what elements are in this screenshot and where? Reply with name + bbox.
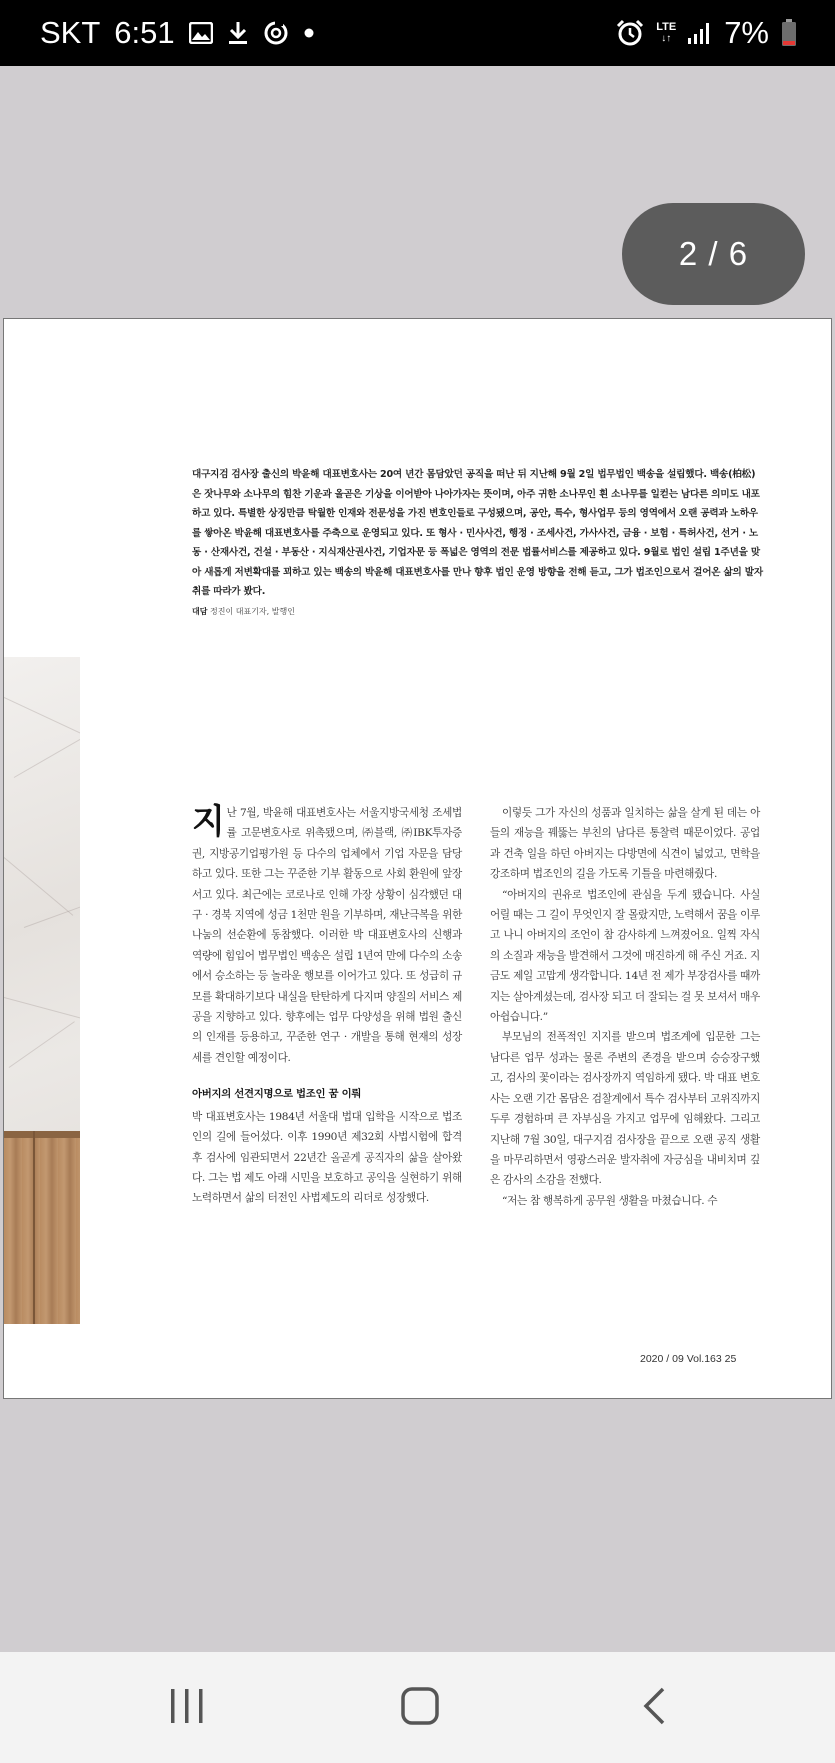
back-icon <box>641 1686 667 1730</box>
download-icon <box>227 21 249 45</box>
dot-icon <box>303 27 315 39</box>
back-button[interactable] <box>614 1680 694 1736</box>
article-column-left <box>192 803 462 1209</box>
paragraph: 박 대표변호사는 1984년 서울대 법대 입학을 시작으로 법조인의 길에 들어섰다. 이후 1990년 제32회 사법시험에 합격 후 검사에 임관되면서 22년간 올곧게 공직자의 삶을 살아왔다. 그는 법 제도 아래 시민을 보호하고 공익을 실현하기 위해 노력하면서 삶의 터전인 사법제도의 리더로 성장했다. <box>192 1110 462 1205</box>
battery-label: 7% <box>724 15 769 50</box>
document-page[interactable] <box>3 318 832 1399</box>
article-photo <box>4 657 80 1324</box>
signal-icon <box>688 22 712 44</box>
recents-icon <box>169 1688 205 1728</box>
paragraph: “저는 참 행복하게 공무원 생활을 마쳤습니다. 수 <box>502 1194 718 1207</box>
page-footer: 2020 / 09 Vol.163 25 <box>640 1353 737 1365</box>
paragraph: 부모님의 전폭적인 지지를 받으며 법조계에 입문한 그는 남다른 업무 성과는 물론 주변의 존경을 받으며 승승장구했고, 검사의 꽃이라는 검사장까지 역임하게 됐다. 박 대표 변호사는 오랜 기간 몸담은 검찰계에서 특수 검사부터 고위직까지 두루 경험하며 큰 자부심을 가지고 업무에 임해왔다. 그리고 지난해 7월 30일, 대구지검 검사장을 끝으로 오랜 공직 생활을 마무리하면서 영광스러운 발자취에 자긍심을 내비치며 깊은 감사의 소감을 전했다. <box>490 1031 760 1187</box>
paragraph: 이렇듯 그가 자신의 성품과 일치하는 삶을 살게 된 데는 아들의 재능을 꿰뚫는 부친의 남다른 통찰력 때문이었다. 공업과 건축 일을 하던 아버지는 다방면에 식견이 넓었고, 면학을 강조하며 법조인의 길을 가도록 기틀을 마련해줬다. <box>490 807 760 881</box>
paragraph: 난 7월, 박윤해 대표변호사는 서울지방국세청 조세법률 고문변호사로 위촉됐으며, ㈜블랙, ㈜IBK투자증권, 지방공기업평가원 등 다수의 업체에서 기업 자문을 담당하고 있다. 또한 그는 꾸준한 기부 활동으로 사회 환원에 앞장서고 있다. 최근에는 코로나로 인해 가장 상황이 심각했던 대구 · 경북 지역에 성금 1천만 원을 기부하며, 재난극복을 위한 나눔의 선순환에 동참했다. 이러한 박 대표변호사의 신행과 역량에 힘입어 법무법인 백송은 설립 1년여 만에 다수의 소송에서 승소하는 등 놀라운 행보를 이어가고 있다. 또 성급히 규모를 확대하기보다 내실을 탄탄하게 다지며 양질의 서비스 제공을 지향하고 있다. 향후에는 업무 다양성을 위해 법원 출신의 인재를 등용하고, 꾸준한 연구 · 개발을 통해 현재의 성장세를 견인할 예정이다. <box>192 807 462 1064</box>
dropcap: 지 <box>192 802 225 842</box>
alarm-icon <box>616 19 644 47</box>
section-heading: 아버지의 선견지명으로 법조인 꿈 이뤄 <box>192 1088 362 1101</box>
article-column-right <box>490 803 760 1211</box>
wood-cabinet <box>4 1131 80 1324</box>
battery-icon <box>781 19 797 47</box>
home-button[interactable] <box>380 1680 460 1736</box>
credit-label: 대담 <box>192 607 208 616</box>
article-intro: 대구지검 검사장 출신의 박윤해 대표변호사는 20여 년간 몸담았던 공직을 떠난 뒤 지난해 9월 2일 법무법인 백송을 설립했다. 백송(柏松)은 잣나무와 소나무의 힘찬 기운과 올곧은 기상을 이어받아 나아가자는 뜻이며, 아주 귀한 소나무인 흰 소나무를 일컫는 남다른 의미도 내포하고 있다. 특별한 상징만큼 탁월한 인재와 전문성을 가진 변호인들로 구성됐으며, 공안, 특수, 형사업무 등의 영역에서 오랜 공력과 노하우를 쌓아온 박윤해 대표변호사를 주축으로 운영되고 있다. 또 형사 · 민사사건, 행정 · 조세사건, 가사사건, 금융 · 보험 · 특허사건, 선거 · 노동 · 산재사건, 건설 · 부동산 · 지식재산권사건, 기업자문 등 폭넓은 영역의 전문 법률서비스를 제공하고 있다. 9월로 법인 설립 1주년을 맞아 새롭게 저변확대를 꾀하고 있는 백송의 박윤해 대표변호사를 만나 향후 법인 운영 방향을 전해 듣고, 그가 법조인으로서 걸어온 삶의 발자취를 따라가 봤다. <box>192 469 763 597</box>
network-label: LTE <box>656 21 677 33</box>
status-bar <box>0 0 835 66</box>
home-icon <box>400 1686 440 1730</box>
navigation-bar <box>0 1652 835 1763</box>
recents-button[interactable] <box>147 1680 227 1736</box>
sync-icon <box>263 20 289 46</box>
page-counter: 2 / 6 <box>622 203 805 305</box>
lte-icon: LTE ↓↑ <box>656 21 677 44</box>
paragraph: “아버지의 권유로 법조인에 관심을 두게 됐습니다. 사실 어릴 때는 그 길이 무엇인지 잘 몰랐지만, 노력해서 꿈을 이루고 나니 아버지의 조언이 참 감사하게 느껴졌어요. 일찍 자식의 소질과 재능을 발견해서 그것에 매진하게 해 주신 거죠. 지금도 제일 고맙게 생각합니다. 14년 전 제가 부장검사를 때까지는 살아계셨는데, 검사장 되고 더 잘되는 걸 못 보셔서 매우 아쉽습니다.” <box>490 888 760 1024</box>
gallery-icon <box>189 22 213 44</box>
carrier-label: SKT <box>40 15 101 50</box>
credit-text: 정진이 대표기자, 발행인 <box>210 607 295 616</box>
article-credit <box>192 606 295 617</box>
clock: 6:51 <box>114 15 175 50</box>
